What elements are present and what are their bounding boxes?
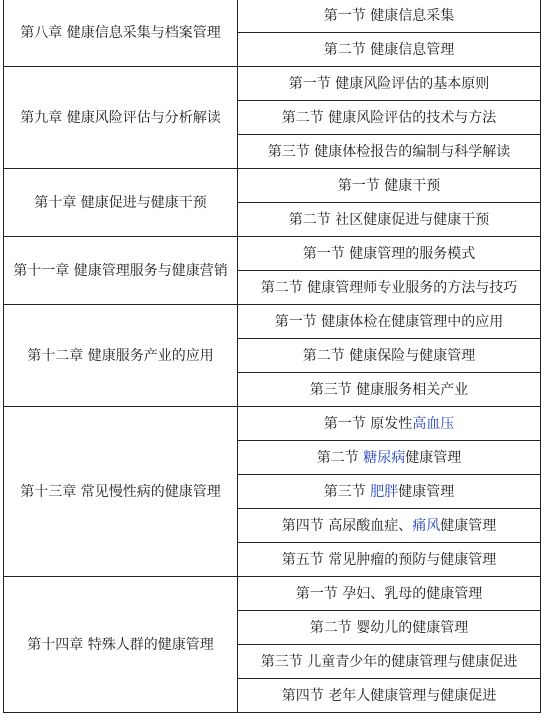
section-title-text: 第一节 健康干预	[337, 177, 441, 194]
section-title-text: 第一节 原发性	[323, 415, 413, 432]
section-cell	[238, 577, 541, 611]
section-title-text: 第三节	[323, 483, 371, 500]
section-link[interactable]: 高血压	[412, 415, 455, 432]
chapter-cell	[4, 67, 238, 169]
section-cell	[238, 339, 541, 373]
toc-table	[3, 0, 541, 713]
section-cell	[238, 645, 541, 679]
chapter-cell	[4, 407, 238, 577]
section-link[interactable]: 痛风	[412, 517, 441, 534]
section-cell	[238, 101, 541, 135]
table-row	[4, 407, 541, 441]
chapter-title: 第九章 健康风险评估与分析解读	[20, 109, 221, 126]
table-row	[4, 577, 541, 611]
table-row	[4, 67, 541, 101]
section-link[interactable]: 糖尿病	[363, 449, 406, 466]
chapter-title: 第十章 健康促进与健康干预	[34, 194, 207, 211]
section-cell	[238, 271, 541, 305]
section-title-text: 第三节 健康服务相关产业	[309, 381, 469, 398]
section-title-text: 第三节 儿童青少年的健康管理与健康促进	[260, 653, 518, 670]
section-title-text: 健康管理	[405, 449, 462, 466]
section-cell	[238, 0, 541, 33]
table-row	[4, 305, 541, 339]
section-cell	[238, 373, 541, 407]
section-cell	[238, 611, 541, 645]
section-title-text: 第二节 健康信息管理	[323, 41, 455, 58]
section-title-text: 第一节 孕妇、乳母的健康管理	[295, 585, 483, 602]
section-cell	[238, 407, 541, 441]
toc-body	[4, 0, 541, 713]
section-cell	[238, 169, 541, 203]
section-title-text: 第二节 健康管理师专业服务的方法与技巧	[260, 279, 518, 296]
section-title-text: 第二节 社区健康促进与健康干预	[288, 211, 490, 228]
section-cell	[238, 237, 541, 271]
chapter-cell	[4, 169, 238, 237]
table-row	[4, 169, 541, 203]
section-title-text: 第二节 健康保险与健康管理	[302, 347, 476, 364]
chapter-cell	[4, 577, 238, 713]
chapter-cell	[4, 237, 238, 305]
section-cell	[238, 679, 541, 713]
section-cell	[238, 67, 541, 101]
section-title-text: 第二节 健康风险评估的技术与方法	[281, 109, 497, 126]
section-cell	[238, 509, 541, 543]
section-title-text: 第一节 健康体检在健康管理中的应用	[274, 313, 504, 330]
table-row	[4, 0, 541, 33]
section-title-text: 第四节 老年人健康管理与健康促进	[281, 687, 497, 704]
section-title-text: 第五节 常见肿瘤的预防与健康管理	[281, 551, 497, 568]
section-cell	[238, 203, 541, 237]
section-cell	[238, 441, 541, 475]
table-row	[4, 237, 541, 271]
section-title-text: 第一节 健康风险评估的基本原则	[288, 75, 490, 92]
section-title-text: 第一节 健康信息采集	[323, 7, 455, 24]
section-title-text: 第一节 健康管理的服务模式	[302, 245, 476, 262]
section-title-text: 健康管理	[440, 517, 497, 534]
chapter-title: 第十三章 常见慢性病的健康管理	[20, 483, 221, 500]
section-cell	[238, 33, 541, 67]
chapter-title: 第八章 健康信息采集与档案管理	[20, 24, 221, 41]
section-title-text: 健康管理	[398, 483, 455, 500]
section-cell	[238, 475, 541, 509]
section-title-text: 第二节 婴幼儿的健康管理	[309, 619, 469, 636]
section-cell	[238, 543, 541, 577]
chapter-title: 第十四章 特殊人群的健康管理	[27, 636, 214, 653]
section-title-text: 第三节 健康体检报告的编制与科学解读	[267, 143, 511, 160]
chapter-cell	[4, 0, 238, 67]
section-title-text: 第二节	[316, 449, 364, 466]
chapter-title: 第十二章 健康服务产业的应用	[27, 347, 214, 364]
section-cell	[238, 135, 541, 169]
section-link[interactable]: 肥胖	[370, 483, 399, 500]
chapter-cell	[4, 305, 238, 407]
chapter-title: 第十一章 健康管理服务与健康营销	[13, 262, 228, 279]
section-title-text: 第四节 高尿酸血症、	[281, 517, 413, 534]
section-cell	[238, 305, 541, 339]
